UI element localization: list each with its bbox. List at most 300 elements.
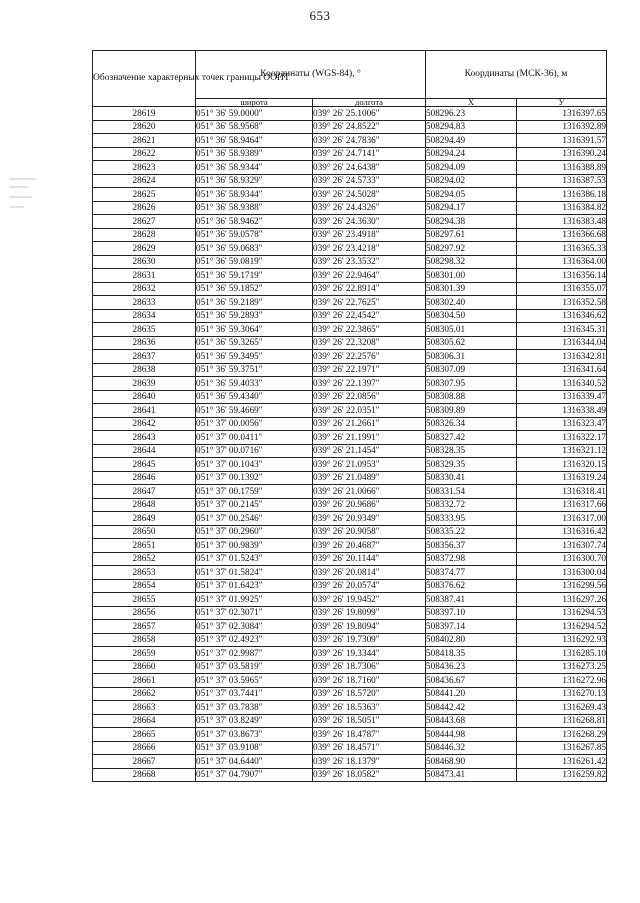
latitude-cell: 051° 36' 59.2189": [196, 296, 313, 310]
point-id-cell: 28649: [93, 512, 196, 526]
x-cell: 508374.77: [426, 566, 517, 580]
y-cell: 1316392.89: [517, 120, 607, 134]
latitude-cell: 051° 37' 03.9108": [196, 741, 313, 755]
latitude-cell: 051° 37' 03.8249": [196, 714, 313, 728]
x-cell: 508330.41: [426, 471, 517, 485]
longitude-cell: 039° 26' 22.0351": [313, 404, 426, 418]
longitude-cell: 039° 26' 22.2576": [313, 350, 426, 364]
x-cell: 508298.32: [426, 255, 517, 269]
y-cell: 1316390.24: [517, 147, 607, 161]
x-cell: 508332.72: [426, 498, 517, 512]
table-body: [93, 107, 607, 782]
longitude-cell: 039° 26' 21.2661": [313, 417, 426, 431]
longitude-cell: 039° 26' 22.3208": [313, 336, 426, 350]
y-cell: 1316340.52: [517, 377, 607, 391]
table-header-row: [93, 51, 607, 99]
point-id-cell: 28651: [93, 539, 196, 553]
point-id-cell: 28631: [93, 269, 196, 283]
table-row: [93, 728, 607, 742]
x-cell: 508305.62: [426, 336, 517, 350]
latitude-cell: 051° 37' 02.9987": [196, 647, 313, 661]
table-row: [93, 363, 607, 377]
x-cell: 508335.22: [426, 525, 517, 539]
table-row: [93, 188, 607, 202]
latitude-cell: 051° 37' 01.5243": [196, 552, 313, 566]
longitude-cell: 039° 26' 23.4218": [313, 242, 426, 256]
x-cell: 508309.89: [426, 404, 517, 418]
y-cell: 1316299.56: [517, 579, 607, 593]
x-cell: 508443.68: [426, 714, 517, 728]
longitude-cell: 039° 26' 22.4542": [313, 309, 426, 323]
point-id-cell: 28625: [93, 188, 196, 202]
point-id-cell: 28661: [93, 674, 196, 688]
latitude-cell: 051° 37' 00.1392": [196, 471, 313, 485]
y-cell: 1316319.24: [517, 471, 607, 485]
point-id-cell: 28621: [93, 134, 196, 148]
point-id-cell: 28667: [93, 755, 196, 769]
latitude-cell: 051° 37' 00.0056": [196, 417, 313, 431]
point-id-cell: 28632: [93, 282, 196, 296]
table-row: [93, 525, 607, 539]
x-cell: 508356.37: [426, 539, 517, 553]
table-row: [93, 741, 607, 755]
latitude-cell: 051° 36' 59.0578": [196, 228, 313, 242]
point-id-cell: 28619: [93, 107, 196, 121]
x-cell: 508305.01: [426, 323, 517, 337]
page-number: 653: [309, 8, 331, 23]
y-cell: 1316285.10: [517, 647, 607, 661]
point-id-cell: 28666: [93, 741, 196, 755]
longitude-cell: 039° 26' 24.6438": [313, 161, 426, 175]
x-cell: 508302.40: [426, 296, 517, 310]
longitude-cell: 039° 26' 22.9464": [313, 269, 426, 283]
x-cell: 508308.88: [426, 390, 517, 404]
x-cell: 508468.90: [426, 755, 517, 769]
x-cell: 508294.49: [426, 134, 517, 148]
x-cell: 508376.62: [426, 579, 517, 593]
x-cell: 508294.09: [426, 161, 517, 175]
latitude-cell: 051° 37' 01.5824": [196, 566, 313, 580]
longitude-cell: 039° 26' 18.5051": [313, 714, 426, 728]
longitude-cell: 039° 26' 24.8522": [313, 120, 426, 134]
x-cell: 508333.95: [426, 512, 517, 526]
latitude-cell: 051° 36' 59.2893": [196, 309, 313, 323]
table-row: [93, 701, 607, 715]
longitude-header: долгота: [313, 99, 426, 107]
latitude-cell: 051° 37' 01.9925": [196, 593, 313, 607]
table-row: [93, 471, 607, 485]
longitude-cell: 039° 26' 24.7141": [313, 147, 426, 161]
table-row: [93, 431, 607, 445]
table-row: [93, 147, 607, 161]
y-cell: 1316270.13: [517, 687, 607, 701]
longitude-cell: 039° 26' 24.5028": [313, 188, 426, 202]
point-id-cell: 28642: [93, 417, 196, 431]
point-id-cell: 28628: [93, 228, 196, 242]
latitude-cell: 051° 36' 59.0683": [196, 242, 313, 256]
table-row: [93, 120, 607, 134]
point-id-cell: 28656: [93, 606, 196, 620]
latitude-header: широта: [196, 99, 313, 107]
y-cell: 1316292.93: [517, 633, 607, 647]
table-row: [93, 606, 607, 620]
latitude-cell: 051° 37' 04.7907": [196, 768, 313, 782]
point-id-cell: 28623: [93, 161, 196, 175]
table-row: [93, 296, 607, 310]
longitude-cell: 039° 26' 18.1379": [313, 755, 426, 769]
latitude-cell: 051° 37' 03.7838": [196, 701, 313, 715]
point-id-cell: 28629: [93, 242, 196, 256]
x-cell: 508294.38: [426, 215, 517, 229]
table-row: [93, 444, 607, 458]
y-cell: 1316307.74: [517, 539, 607, 553]
longitude-cell: 039° 26' 22.0856": [313, 390, 426, 404]
latitude-cell: 051° 36' 58.9344": [196, 161, 313, 175]
y-cell: 1316339.47: [517, 390, 607, 404]
x-cell: 508301.39: [426, 282, 517, 296]
point-id-cell: 28640: [93, 390, 196, 404]
point-label-header: Обозначение характерных точек границы ООПТ: [93, 51, 196, 107]
point-id-cell: 28622: [93, 147, 196, 161]
y-cell: 1316344.04: [517, 336, 607, 350]
longitude-cell: 039° 26' 18.4571": [313, 741, 426, 755]
y-cell: 1316300.70: [517, 552, 607, 566]
y-cell: 1316345.31: [517, 323, 607, 337]
y-cell: 1316316.42: [517, 525, 607, 539]
longitude-cell: 039° 26' 19.9452": [313, 593, 426, 607]
latitude-cell: 051° 37' 02.3084": [196, 620, 313, 634]
point-id-cell: 28655: [93, 593, 196, 607]
latitude-cell: 051° 36' 59.4669": [196, 404, 313, 418]
y-cell: 1316364.00: [517, 255, 607, 269]
table-row: [93, 282, 607, 296]
y-cell: 1316322.17: [517, 431, 607, 445]
y-cell: 1316366.68: [517, 228, 607, 242]
point-id-cell: 28654: [93, 579, 196, 593]
table-row: [93, 134, 607, 148]
latitude-cell: 051° 37' 03.7441": [196, 687, 313, 701]
y-cell: 1316321.12: [517, 444, 607, 458]
latitude-cell: 051° 36' 59.1719": [196, 269, 313, 283]
point-id-cell: 28638: [93, 363, 196, 377]
y-cell: 1316268.81: [517, 714, 607, 728]
y-cell: 1316294.53: [517, 606, 607, 620]
x-cell: 508402.80: [426, 633, 517, 647]
point-id-cell: 28648: [93, 498, 196, 512]
latitude-cell: 051° 36' 58.9389": [196, 147, 313, 161]
point-id-cell: 28630: [93, 255, 196, 269]
latitude-cell: 051° 36' 58.9464": [196, 134, 313, 148]
table-row: [93, 161, 607, 175]
latitude-cell: 051° 37' 00.2145": [196, 498, 313, 512]
longitude-cell: 039° 26' 18.5720": [313, 687, 426, 701]
table-row: [93, 539, 607, 553]
x-cell: 508473.41: [426, 768, 517, 782]
point-id-cell: 28636: [93, 336, 196, 350]
point-id-cell: 28620: [93, 120, 196, 134]
point-id-cell: 28662: [93, 687, 196, 701]
x-cell: 508446.32: [426, 741, 517, 755]
msk-header: Координаты (МСК-36), м: [426, 51, 607, 99]
latitude-cell: 051° 36' 59.1852": [196, 282, 313, 296]
y-cell: 1316341.64: [517, 363, 607, 377]
table-row: [93, 309, 607, 323]
latitude-cell: 051° 37' 00.2546": [196, 512, 313, 526]
x-header: X: [426, 99, 517, 107]
point-id-cell: 28652: [93, 552, 196, 566]
table-row: [93, 107, 607, 121]
table-row: [93, 647, 607, 661]
x-cell: 508329.35: [426, 458, 517, 472]
latitude-cell: 051° 37' 01.6423": [196, 579, 313, 593]
point-id-cell: 28650: [93, 525, 196, 539]
latitude-cell: 051° 37' 00.0411": [196, 431, 313, 445]
table-row: [93, 579, 607, 593]
longitude-cell: 039° 26' 20.0574": [313, 579, 426, 593]
table-row: [93, 674, 607, 688]
latitude-cell: 051° 36' 59.3751": [196, 363, 313, 377]
scan-margin-mark: [10, 186, 28, 188]
point-id-cell: 28657: [93, 620, 196, 634]
latitude-cell: 051° 36' 58.9462": [196, 215, 313, 229]
y-cell: 1316267.85: [517, 741, 607, 755]
latitude-cell: 051° 36' 59.4033": [196, 377, 313, 391]
y-cell: 1316384.82: [517, 201, 607, 215]
latitude-cell: 051° 36' 58.9344": [196, 188, 313, 202]
point-id-cell: 28659: [93, 647, 196, 661]
longitude-cell: 039° 26' 18.7160": [313, 674, 426, 688]
y-cell: 1316356.14: [517, 269, 607, 283]
y-cell: 1316397.65: [517, 107, 607, 121]
latitude-cell: 051° 37' 00.9839": [196, 539, 313, 553]
y-cell: 1316388.89: [517, 161, 607, 175]
latitude-cell: 051° 37' 02.4923": [196, 633, 313, 647]
latitude-cell: 051° 36' 59.3265": [196, 336, 313, 350]
y-cell: 1316338.49: [517, 404, 607, 418]
wgs-header: Координаты (WGS-84), °: [196, 51, 426, 99]
y-cell: 1316346.62: [517, 309, 607, 323]
x-cell: 508444.98: [426, 728, 517, 742]
latitude-cell: 051° 37' 00.0716": [196, 444, 313, 458]
point-id-cell: 28644: [93, 444, 196, 458]
x-cell: 508436.23: [426, 660, 517, 674]
longitude-cell: 039° 26' 21.1454": [313, 444, 426, 458]
y-cell: 1316317.66: [517, 498, 607, 512]
y-cell: 1316320.15: [517, 458, 607, 472]
y-cell: 1316297.26: [517, 593, 607, 607]
longitude-cell: 039° 26' 24.7836": [313, 134, 426, 148]
x-cell: 508304.50: [426, 309, 517, 323]
x-cell: 508301.00: [426, 269, 517, 283]
table-row: [93, 687, 607, 701]
point-id-cell: 28639: [93, 377, 196, 391]
latitude-cell: 051° 36' 59.4340": [196, 390, 313, 404]
point-id-cell: 28635: [93, 323, 196, 337]
y-cell: 1316294.52: [517, 620, 607, 634]
table-row: [93, 350, 607, 364]
latitude-cell: 051° 36' 58.9388": [196, 201, 313, 215]
table-row: [93, 201, 607, 215]
longitude-cell: 039° 26' 22.1397": [313, 377, 426, 391]
table-row: [93, 633, 607, 647]
y-header: У: [517, 99, 607, 107]
table-row: [93, 242, 607, 256]
table-row: [93, 593, 607, 607]
y-cell: 1316352.58: [517, 296, 607, 310]
y-cell: 1316269.43: [517, 701, 607, 715]
point-id-cell: 28627: [93, 215, 196, 229]
point-id-cell: 28663: [93, 701, 196, 715]
longitude-cell: 039° 26' 19.8094": [313, 620, 426, 634]
x-cell: 508436.67: [426, 674, 517, 688]
x-cell: 508296.23: [426, 107, 517, 121]
table-row: [93, 512, 607, 526]
scan-margin-mark: [10, 178, 36, 180]
x-cell: 508294.02: [426, 174, 517, 188]
point-id-cell: 28647: [93, 485, 196, 499]
table-row: [93, 174, 607, 188]
longitude-cell: 039° 26' 24.3630": [313, 215, 426, 229]
table-row: [93, 566, 607, 580]
longitude-cell: 039° 26' 21.0066": [313, 485, 426, 499]
y-cell: 1316317.00: [517, 512, 607, 526]
latitude-cell: 051° 37' 00.2960": [196, 525, 313, 539]
longitude-cell: 039° 26' 23.4918": [313, 228, 426, 242]
longitude-cell: 039° 26' 21.1991": [313, 431, 426, 445]
y-cell: 1316273.25: [517, 660, 607, 674]
y-cell: 1316268.29: [517, 728, 607, 742]
x-cell: 508387.41: [426, 593, 517, 607]
x-cell: 508307.95: [426, 377, 517, 391]
table-row: [93, 485, 607, 499]
table-row: [93, 768, 607, 782]
table-row: [93, 336, 607, 350]
y-cell: 1316300.04: [517, 566, 607, 580]
longitude-cell: 039° 26' 25.1006": [313, 107, 426, 121]
y-cell: 1316387.53: [517, 174, 607, 188]
point-id-cell: 28660: [93, 660, 196, 674]
latitude-cell: 051° 37' 00.1043": [196, 458, 313, 472]
longitude-cell: 039° 26' 24.5733": [313, 174, 426, 188]
longitude-cell: 039° 26' 21.0489": [313, 471, 426, 485]
longitude-cell: 039° 26' 21.0953": [313, 458, 426, 472]
longitude-cell: 039° 26' 22.8914": [313, 282, 426, 296]
latitude-cell: 051° 37' 04.6440": [196, 755, 313, 769]
y-cell: 1316318.41: [517, 485, 607, 499]
table-row: [93, 620, 607, 634]
point-id-cell: 28626: [93, 201, 196, 215]
longitude-cell: 039° 26' 18.7306": [313, 660, 426, 674]
longitude-cell: 039° 26' 20.4687": [313, 539, 426, 553]
latitude-cell: 051° 37' 02.3071": [196, 606, 313, 620]
scan-margin-mark: [10, 206, 24, 208]
x-cell: 508306.31: [426, 350, 517, 364]
point-id-cell: 28633: [93, 296, 196, 310]
y-cell: 1316342.81: [517, 350, 607, 364]
longitude-cell: 039° 26' 23.3532": [313, 255, 426, 269]
x-cell: 508418.35: [426, 647, 517, 661]
y-cell: 1316323.47: [517, 417, 607, 431]
y-cell: 1316355.07: [517, 282, 607, 296]
latitude-cell: 051° 36' 59.3064": [196, 323, 313, 337]
point-id-cell: 28646: [93, 471, 196, 485]
table-row: [93, 498, 607, 512]
table-row: [93, 390, 607, 404]
point-id-cell: 28668: [93, 768, 196, 782]
table-row: [93, 377, 607, 391]
table-row: [93, 660, 607, 674]
longitude-cell: 039° 26' 24.4326": [313, 201, 426, 215]
latitude-cell: 051° 37' 00.1759": [196, 485, 313, 499]
latitude-cell: 051° 36' 59.0819": [196, 255, 313, 269]
scan-margin-mark: [10, 196, 32, 198]
x-cell: 508372.98: [426, 552, 517, 566]
y-cell: 1316272.96: [517, 674, 607, 688]
longitude-cell: 039° 26' 19.3344": [313, 647, 426, 661]
longitude-cell: 039° 26' 20.9686": [313, 498, 426, 512]
table-row: [93, 417, 607, 431]
table-row: [93, 323, 607, 337]
latitude-cell: 051° 36' 58.9329": [196, 174, 313, 188]
point-id-cell: 28641: [93, 404, 196, 418]
x-cell: 508442.42: [426, 701, 517, 715]
table-row: [93, 404, 607, 418]
x-cell: 508297.92: [426, 242, 517, 256]
longitude-cell: 039° 26' 22.1971": [313, 363, 426, 377]
point-id-cell: 28658: [93, 633, 196, 647]
x-cell: 508294.17: [426, 201, 517, 215]
table-row: [93, 255, 607, 269]
x-cell: 508294.83: [426, 120, 517, 134]
point-id-cell: 28653: [93, 566, 196, 580]
table-row: [93, 228, 607, 242]
x-cell: 508294.24: [426, 147, 517, 161]
longitude-cell: 039° 26' 20.1144": [313, 552, 426, 566]
longitude-cell: 039° 26' 22.3865": [313, 323, 426, 337]
longitude-cell: 039° 26' 20.9349": [313, 512, 426, 526]
latitude-cell: 051° 37' 03.8673": [196, 728, 313, 742]
longitude-cell: 039° 26' 22.7625": [313, 296, 426, 310]
point-id-cell: 28665: [93, 728, 196, 742]
point-id-cell: 28634: [93, 309, 196, 323]
table-row: [93, 755, 607, 769]
point-id-cell: 28645: [93, 458, 196, 472]
x-cell: 508294.05: [426, 188, 517, 202]
y-cell: 1316383.48: [517, 215, 607, 229]
table-row: [93, 269, 607, 283]
y-cell: 1316259.82: [517, 768, 607, 782]
longitude-cell: 039° 26' 20.9058": [313, 525, 426, 539]
table-row: [93, 714, 607, 728]
y-cell: 1316386.18: [517, 188, 607, 202]
x-cell: 508297.61: [426, 228, 517, 242]
longitude-cell: 039° 26' 19.8099": [313, 606, 426, 620]
x-cell: 508328.35: [426, 444, 517, 458]
point-id-cell: 28664: [93, 714, 196, 728]
longitude-cell: 039° 26' 20.0814": [313, 566, 426, 580]
table-row: [93, 552, 607, 566]
point-id-cell: 28624: [93, 174, 196, 188]
x-cell: 508327.42: [426, 431, 517, 445]
latitude-cell: 051° 37' 03.5965": [196, 674, 313, 688]
x-cell: 508397.10: [426, 606, 517, 620]
point-id-cell: 28643: [93, 431, 196, 445]
x-cell: 508326.34: [426, 417, 517, 431]
table-row: [93, 458, 607, 472]
table-row: [93, 215, 607, 229]
longitude-cell: 039° 26' 18.5363": [313, 701, 426, 715]
x-cell: 508441.20: [426, 687, 517, 701]
